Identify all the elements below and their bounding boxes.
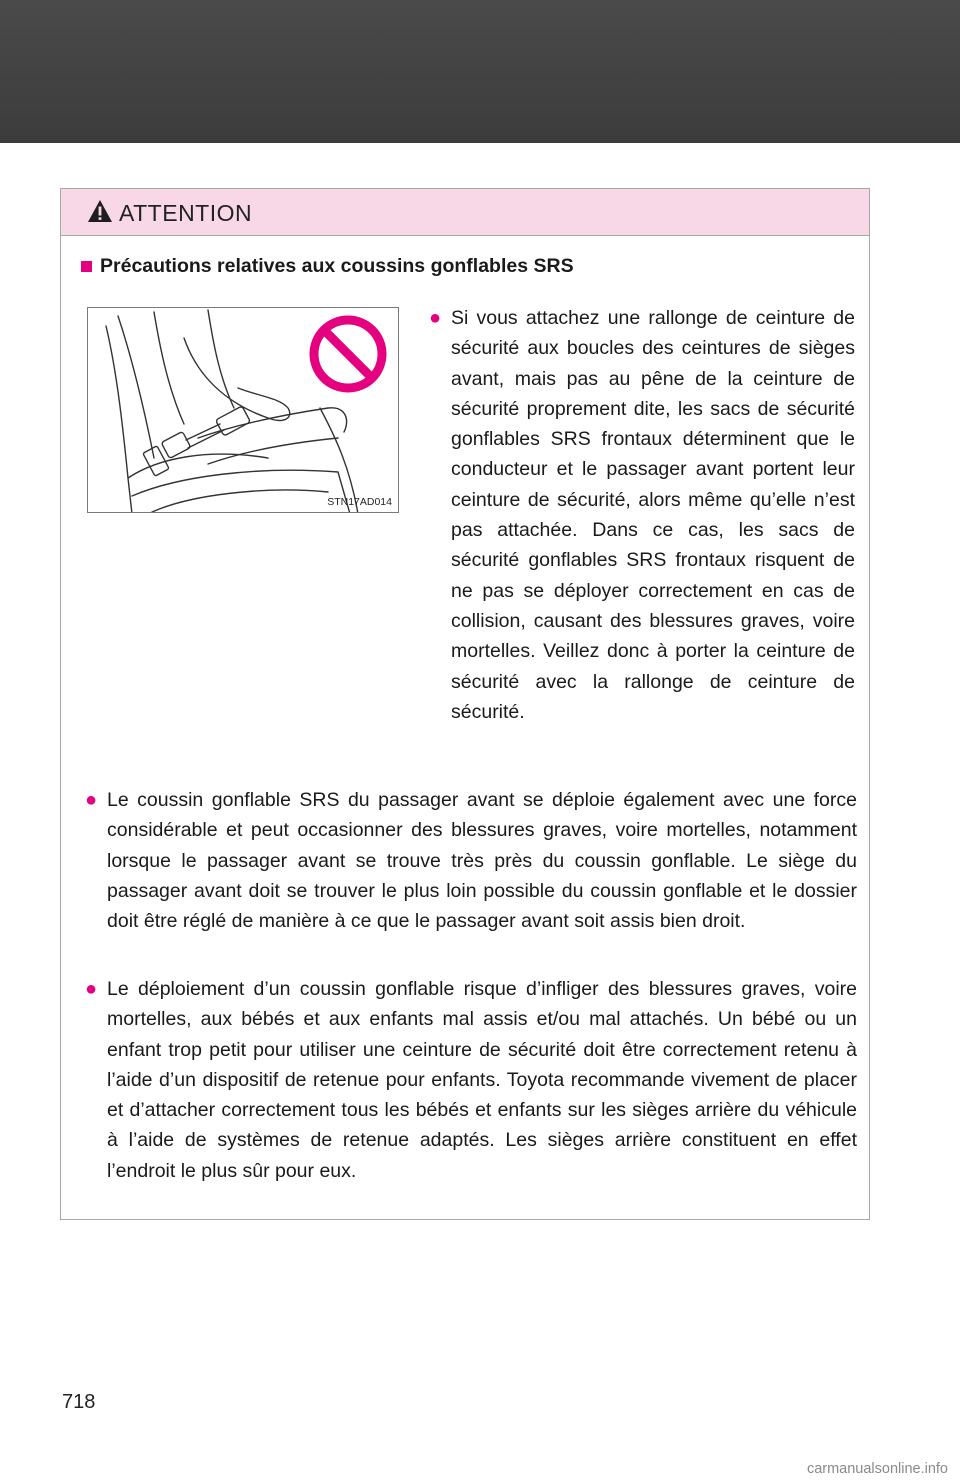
- bullet-dot-icon: ●: [429, 307, 442, 329]
- attention-header: [61, 189, 869, 236]
- bullet-item: [429, 303, 855, 727]
- bullet-dot-icon: ●: [85, 978, 98, 1000]
- bullet-item: [85, 974, 857, 1186]
- bullet-text: Le déploiement d’un coussin gonflable risque d’infliger des blessures graves, voire mortelles, aux bébés et aux enfants mal assis et/ou mal attachés. Un bébé ou un enfant trop petit pour utiliser une ceinture de sécurité doit être correctement retenu à l’aide d’un dispositif de retenue pour enfants. Toyota recommande vivement de placer et d’attacher correctement tous les bébés et enfants sur les sièges arrière du véhicule à l’aide de systèmes de retenue adaptés. Les sièges arrière constituent en effet l’endroit le plus sûr pour eux.: [107, 978, 857, 1182]
- illustration: [87, 307, 399, 513]
- section-title: [81, 255, 574, 278]
- bullet-item: [85, 785, 857, 936]
- watermark: carmanualsonline.info: [806, 1461, 948, 1477]
- seatbelt-illustration: [88, 308, 399, 513]
- warning-triangle-icon: [87, 199, 113, 228]
- bullet-text: Si vous attachez une rallonge de ceinture de sécurité aux boucles des ceintures de sièges avant, mais pas au pêne de la ceinture de sécurité proprement dite, les sacs de sécurité gonflables SRS frontaux déterminent que le conducteur et le passager avant portent leur ceinture de sécurité, alors même qu’elle n’est pas attachée. Dans ce cas, les sacs de sécurité gonflables SRS frontaux risquent de ne pas se déployer correctement en cas de collision, causant des blessures graves, voire mortelles. Veillez donc à porter la ceinture de sécurité avec la rallonge de ceinture de sécurité.: [451, 307, 855, 723]
- bullet-dot-icon: ●: [85, 789, 98, 811]
- header-bar: [0, 0, 960, 143]
- figure-code: STN17AD014: [327, 496, 392, 508]
- prohibition-icon: [314, 320, 382, 388]
- attention-title: ATTENTION: [119, 200, 253, 226]
- square-bullet-icon: [81, 261, 92, 272]
- bullet-text: Le coussin gonflable SRS du passager avant se déploie également avec une force considérable et peut occasionner des blessures graves, voire mortelles, notamment lorsque le passager avant se trouve très près du coussin gonflable. Le siège du passager avant doit se trouver le plus loin possible du coussin gonflable et le dossier doit être réglé de manière à ce que le passager avant soit assis bien droit.: [107, 789, 857, 933]
- section-title-text: Précautions relatives aux coussins gonflables SRS: [100, 255, 574, 277]
- page-number: 718: [62, 1391, 96, 1413]
- attention-box: [60, 188, 870, 1220]
